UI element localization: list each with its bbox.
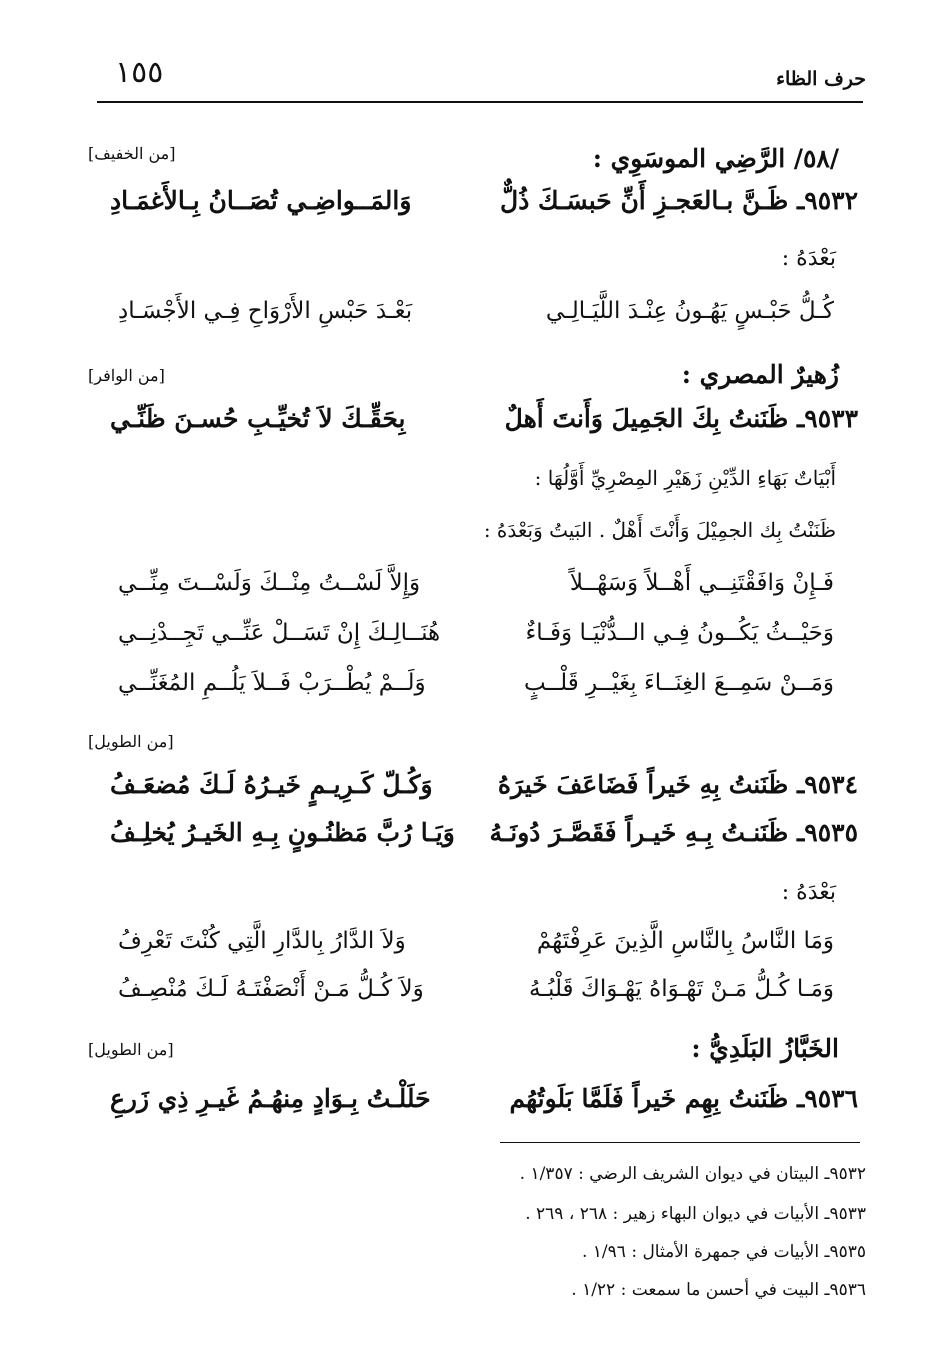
after-label: بَعْدَهُ :: [781, 246, 836, 271]
poet-heading: الخَبَّازُ البَلَدِيُّ :: [691, 1034, 839, 1063]
after-label: بَعْدَهُ :: [781, 880, 836, 905]
footnote: ٩٥٣٥ـ الأبيات في جمهرة الأمثال : ١/٩٦ .: [581, 1242, 866, 1262]
footnote: ٩٥٣٢ـ البيتان في ديوان الشريف الرضي : ١/٣٥٧ .: [519, 1164, 866, 1184]
poet-heading: /٥٨/ الرَّضِي الموسَوِي :: [592, 144, 839, 173]
poet-heading: زُهيرٌ المصري :: [681, 360, 839, 389]
verse-9534-first-hemistich: ٩٥٣٤ـ ظَنَنتُ بِهِ خَيراً فَضَاعَفَ خَيرَهُ: [497, 770, 858, 799]
prose-line: أَبْيَاتٌ بَهَاءِ الدِّيْنِ زَهَيْرِ المِصْرِيِّ أَوَّلُهَا :: [534, 466, 836, 490]
verse-second-hemistich: وَلاَ الدَّارُ بِالدَّارِ الَّتِي كُنْتَ تَعْرِفُ: [118, 928, 406, 954]
verse-9533-second-hemistich: بِحَقِّـكَ لاَ تُخيِّـبِ حُسـنَ ظَنِّـي: [110, 404, 406, 433]
footnote: ٩٥٣٣ـ الأبيات في ديوان البهاء زهير : ٢٦٨ ، ٢٦٩ .: [525, 1204, 866, 1224]
header-rule: [97, 101, 863, 103]
verse-9533-first-hemistich: ٩٥٣٣ـ ظَنَنتُ بِكَ الجَمِيلَ وَأَنتَ أَهلٌ: [504, 404, 858, 433]
verse-first-hemistich: وَمَا النَّاسُ بِالنَّاسِ الَّذِينَ عَرِفْتَهُمْ: [536, 928, 834, 954]
verse-first-hemistich: كُـلُّ حَبْـسٍ يَهُـونُ عِنْـدَ اللَّيَـالِـي: [545, 298, 834, 324]
verse-9532-first-hemistich: ٩٥٣٢ـ ظَـنَّ بـالعَجـزِ أَنِّ حَبسَـكَ ذُلٌّ: [500, 186, 858, 215]
verse-9534-second-hemistich: وَكُـلّ كَـرِيـمٍ خَيـرُهُ لَـكَ مُضعَـفُ: [110, 770, 433, 799]
footnote: ٩٥٣٦ـ البيت في أحسن ما سمعت : ١/٢٢ .: [571, 1280, 866, 1300]
verse-9536-first-hemistich: ٩٥٣٦ـ ظَنَنتُ بِهِم خَيراً فَلَمَّا بَلَوتُهُم: [509, 1084, 858, 1113]
footnote-rule: [500, 1142, 860, 1143]
meter-label: [من الخفيف]: [88, 144, 176, 163]
page-number: ١٥٥: [115, 55, 164, 90]
verse-second-hemistich: وَلاَ كُـلُّ مَـنْ أَنْصَفْتَـهُ لَـكَ مُنْصِـفُ: [118, 976, 424, 1002]
verse-9535-first-hemistich: ٩٥٣٥ـ ظَنَنـتُ بِـهِ خَيـراً فَقَصَّـرَ دُونَـهُ: [489, 818, 858, 847]
chapter-title: حرف الظاء: [776, 68, 866, 90]
meter-label: [من الطويل]: [88, 732, 174, 751]
verse-9536-second-hemistich: حَلَلْـتُ بِـوَادٍ مِنهُـمُ غَيـرِ ذِي زَرعِ: [110, 1084, 431, 1113]
prose-line: ظَنَنْتُ بِك الجمِيْلَ وَأَنْتَ أَهْلٌ . البَيتُ وَبَعْدَهُ :: [483, 518, 836, 542]
verse-first-hemistich: وَمَـا كُـلُّ مَـنْ تَهْـوَاهُ يَهْـوَاكَ قَلْبُـهُ: [528, 976, 834, 1002]
verse-9535-second-hemistich: وَيَـا رُبَّ مَظنُـونٍ بِـهِ الخَيـرُ يُخلِـفُ: [110, 818, 455, 847]
verse-9532-second-hemistich: وَالمَــواضِـي تُصَــانُ بِـالأَغمَـادِ: [110, 186, 412, 215]
meter-label: [من الوافر]: [88, 366, 165, 385]
verse-second-hemistich: وَإِلاَّ لَسْــتُ مِنْــكَ وَلَسْــتَ مِنِّــي: [118, 570, 421, 596]
verse-second-hemistich: وَلَــمْ يُطْــرَبْ فَــلاَ يَلُــمِ المُغَنِّــي: [118, 670, 426, 696]
verse-first-hemistich: وَمَــنْ سَمِــعَ الغِنَــاءَ بِغَيْــرِ قَلْــبٍ: [524, 670, 834, 696]
meter-label: [من الطويل]: [88, 1040, 174, 1059]
verse-first-hemistich: فَـإِنْ وَافَقْتَنِــي أَهْــلاً وَسَهْــلاً: [569, 570, 834, 596]
verse-second-hemistich: بَعْـدَ حَبْسِ الأَرْوَاحِ فِـي الأَجْسَـادِ: [118, 298, 413, 324]
verse-second-hemistich: هُنَــالِـكَ إِنْ تَسَــلْ عَنِّــي تَجِــدْنِــي: [118, 620, 441, 646]
verse-first-hemistich: وَحَيْــثُ يَكُــونُ فِـي الــدُّنْيَـا وَفَـاءٌ: [525, 620, 834, 646]
